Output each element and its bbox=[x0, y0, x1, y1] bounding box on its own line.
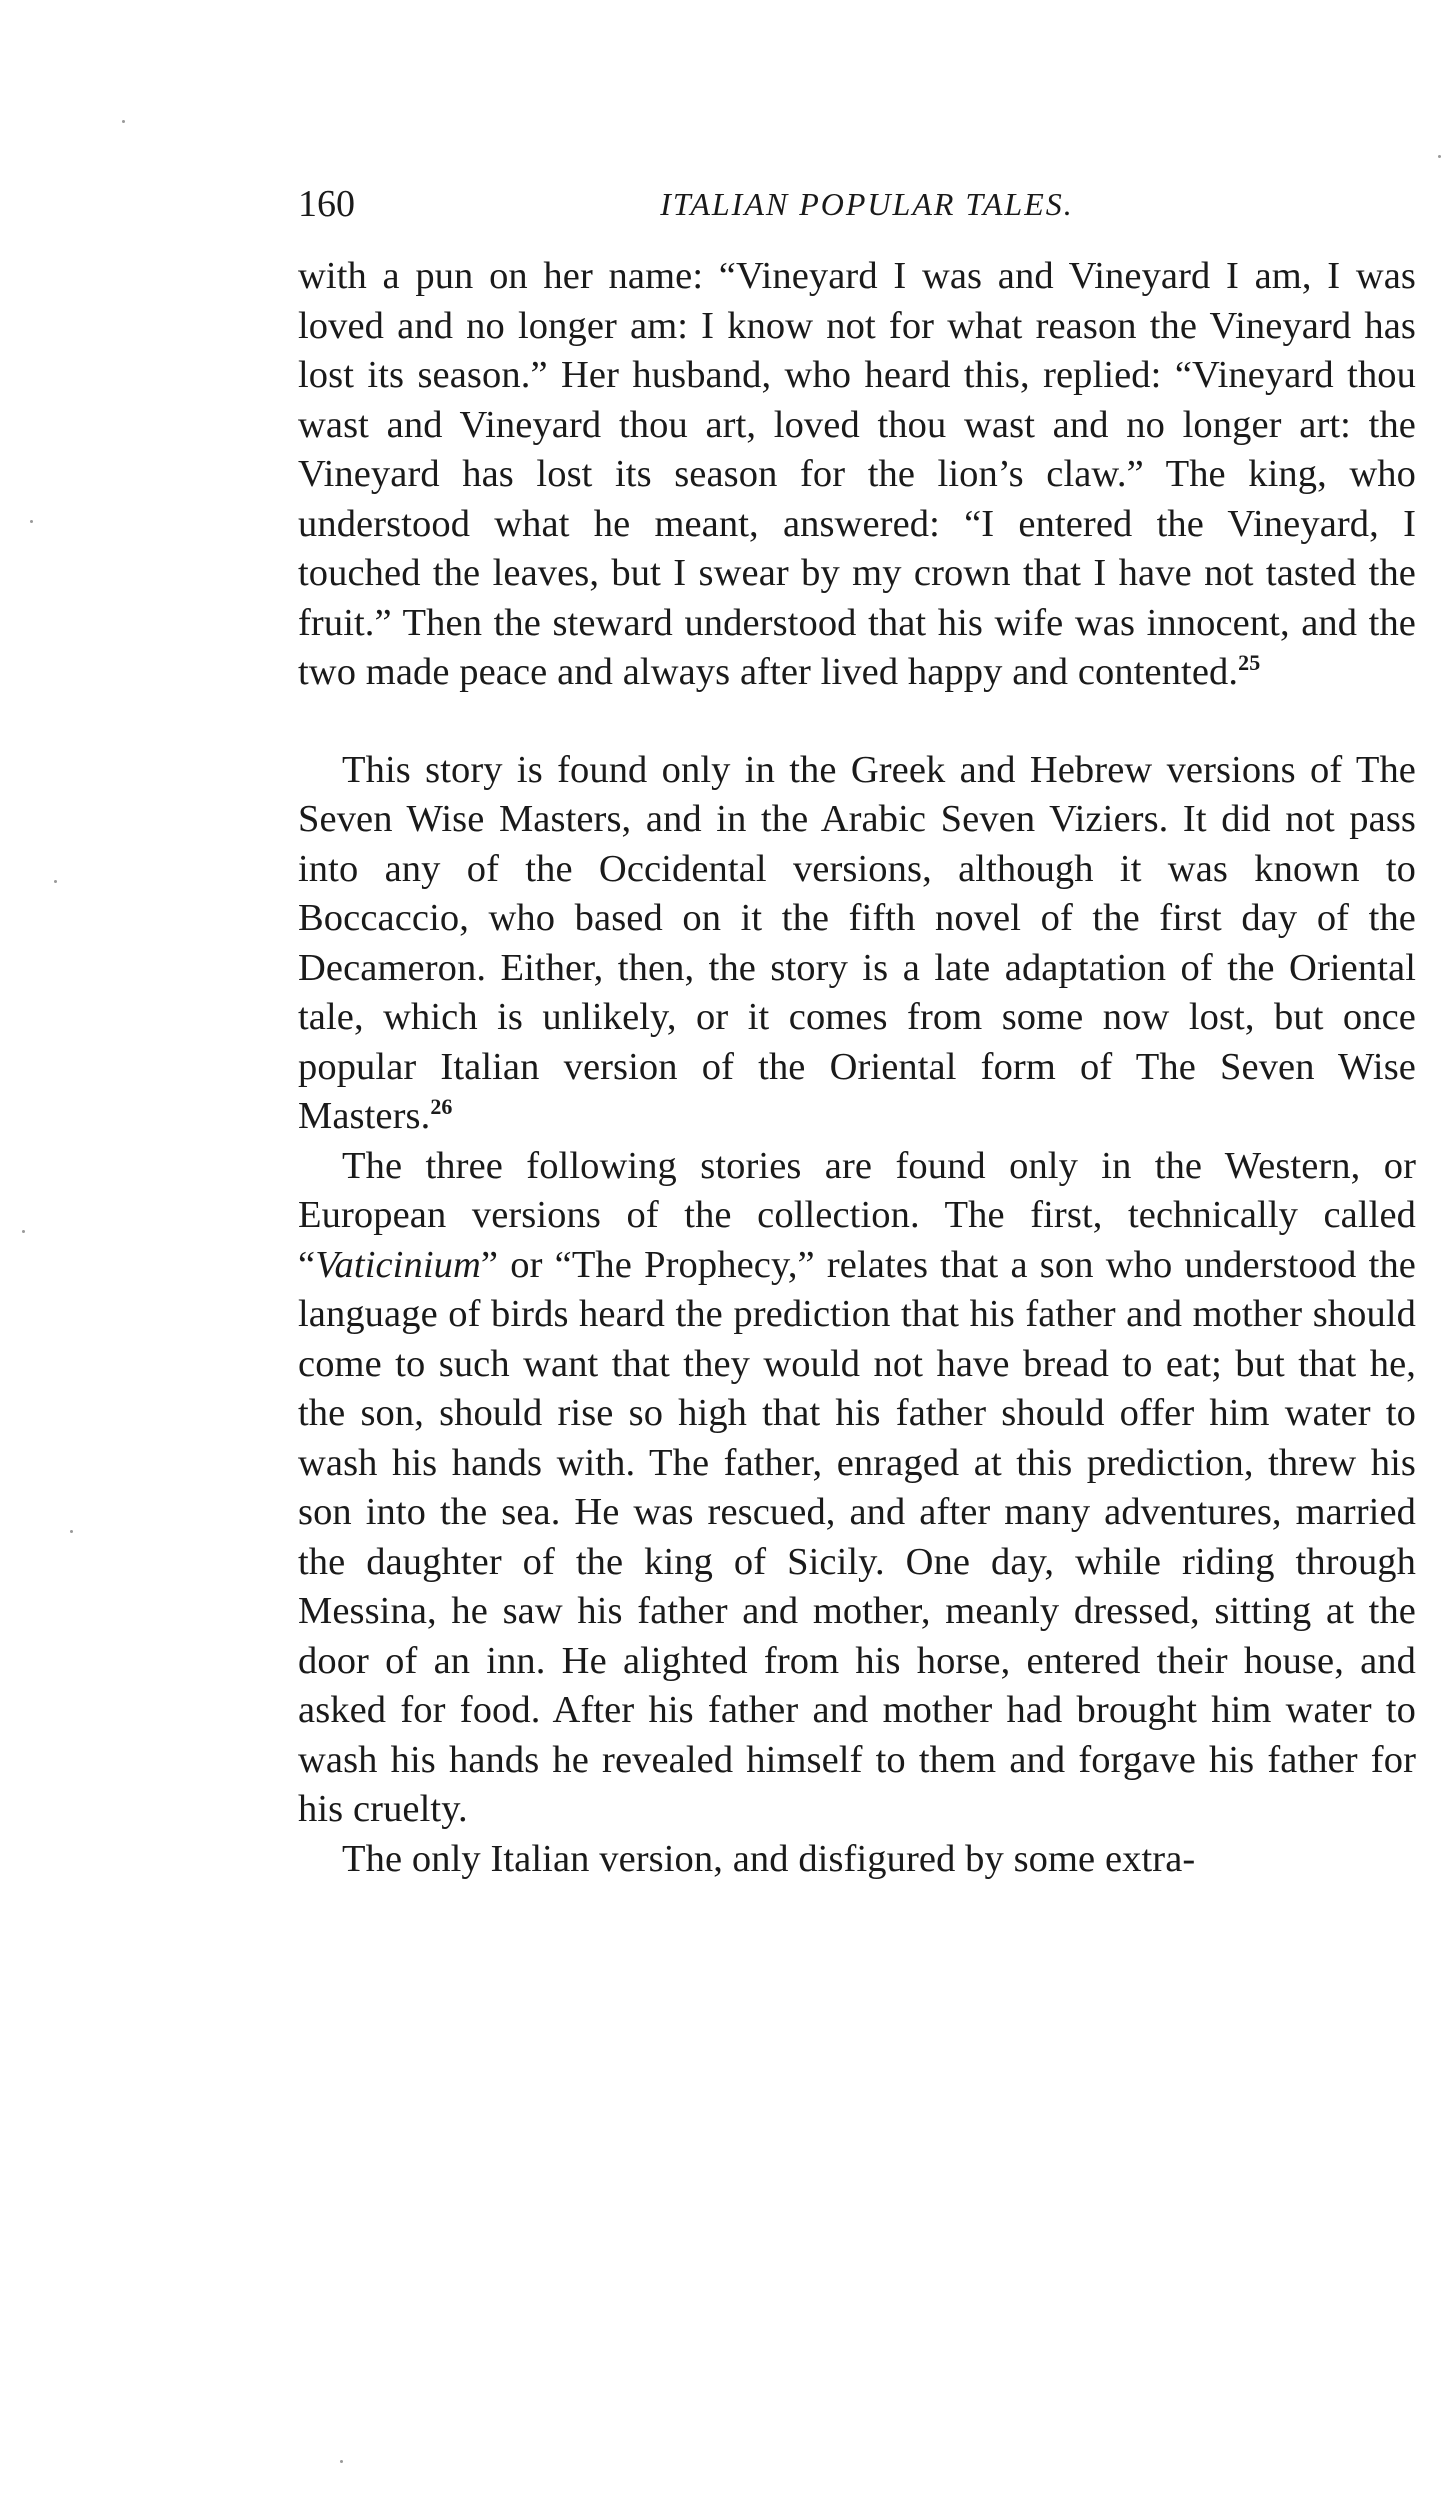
body-text bbox=[298, 252, 1416, 1884]
speck bbox=[70, 1530, 73, 1533]
speck bbox=[1438, 155, 1441, 158]
speck bbox=[22, 1230, 25, 1233]
speck bbox=[122, 120, 125, 123]
paragraph-western-stories bbox=[298, 1142, 1416, 1835]
speck bbox=[340, 2460, 343, 2463]
footnote-ref: 25 bbox=[1238, 650, 1261, 676]
paragraph-text: ” or “The Prophecy,” relates that a son who understood the language of birds heard the prediction that his father and mother should come to such want that they would not have bread to eat; but that he, the son, should rise so high that his father should offer him water to wash his hands with. The father, enraged at this prediction, threw his son into the sea. He was rescued, and after many adventures, married the daughter of the king of Sicily. One day, while riding through Messina, he saw his father and mother, meanly dressed, sitting at the door of an inn. He alighted from his horse, entered their house, and asked for food. After his father and mother had brought him water to wash his hands he revealed himself to them and forgave his father for his cruelty. bbox=[298, 1243, 1416, 1830]
page-number: 160 bbox=[298, 183, 355, 225]
paragraph-text: with a pun on her name: “Vineyard I was and Vineyard I am, I was loved and no longer am: I know not for what reason the Vineyard has lost its season.” Her husband, who heard this, replied: “Vineyard thou wast and Vineyard thou art, loved thou wast and no longer art: the Vineyard has lost its season for the lion’s claw.” The king, who understood what he meant, answered: “I entered the Vineyard, I touched the leaves, but I swear by my crown that I have not tasted the fruit.” Then the steward understood that his wife was innocent, and the two made peace and always after lived happy and contented. bbox=[298, 255, 1416, 693]
footnote-ref: 26 bbox=[430, 1094, 453, 1120]
italic-title: Vaticinium bbox=[315, 1243, 481, 1286]
section-gap bbox=[298, 698, 1416, 746]
speck bbox=[30, 520, 33, 523]
paragraph-italian-version bbox=[298, 1835, 1416, 1885]
paragraph-text: This story is found only in the Greek and Hebrew versions of The Seven Wise Masters, and in the Arabic Seven Viziers. It did not pass into any of the Occidental versions, although it was known to Boccaccio, who based on it the fifth novel of the first day of the Decameron. Either, then, the story is a late adaptation of the Oriental tale, which is unlikely, or it comes from some now lost, but once popular Italian version of the Oriental form of The Seven Wise Masters. bbox=[298, 748, 1416, 1137]
speck bbox=[54, 880, 57, 883]
paragraph-story-ending bbox=[298, 252, 1416, 698]
page-header bbox=[298, 182, 1416, 232]
paragraph-commentary bbox=[298, 746, 1416, 1142]
paragraph-text: The three following stories are found only in the Western, or European versions of the collection. The first, technically called “ bbox=[298, 1144, 1416, 1286]
paragraph-text: The only Italian version, and disfigured by some extra- bbox=[342, 1837, 1196, 1880]
running-head: ITALIAN POPULAR TALES. bbox=[660, 186, 1074, 222]
